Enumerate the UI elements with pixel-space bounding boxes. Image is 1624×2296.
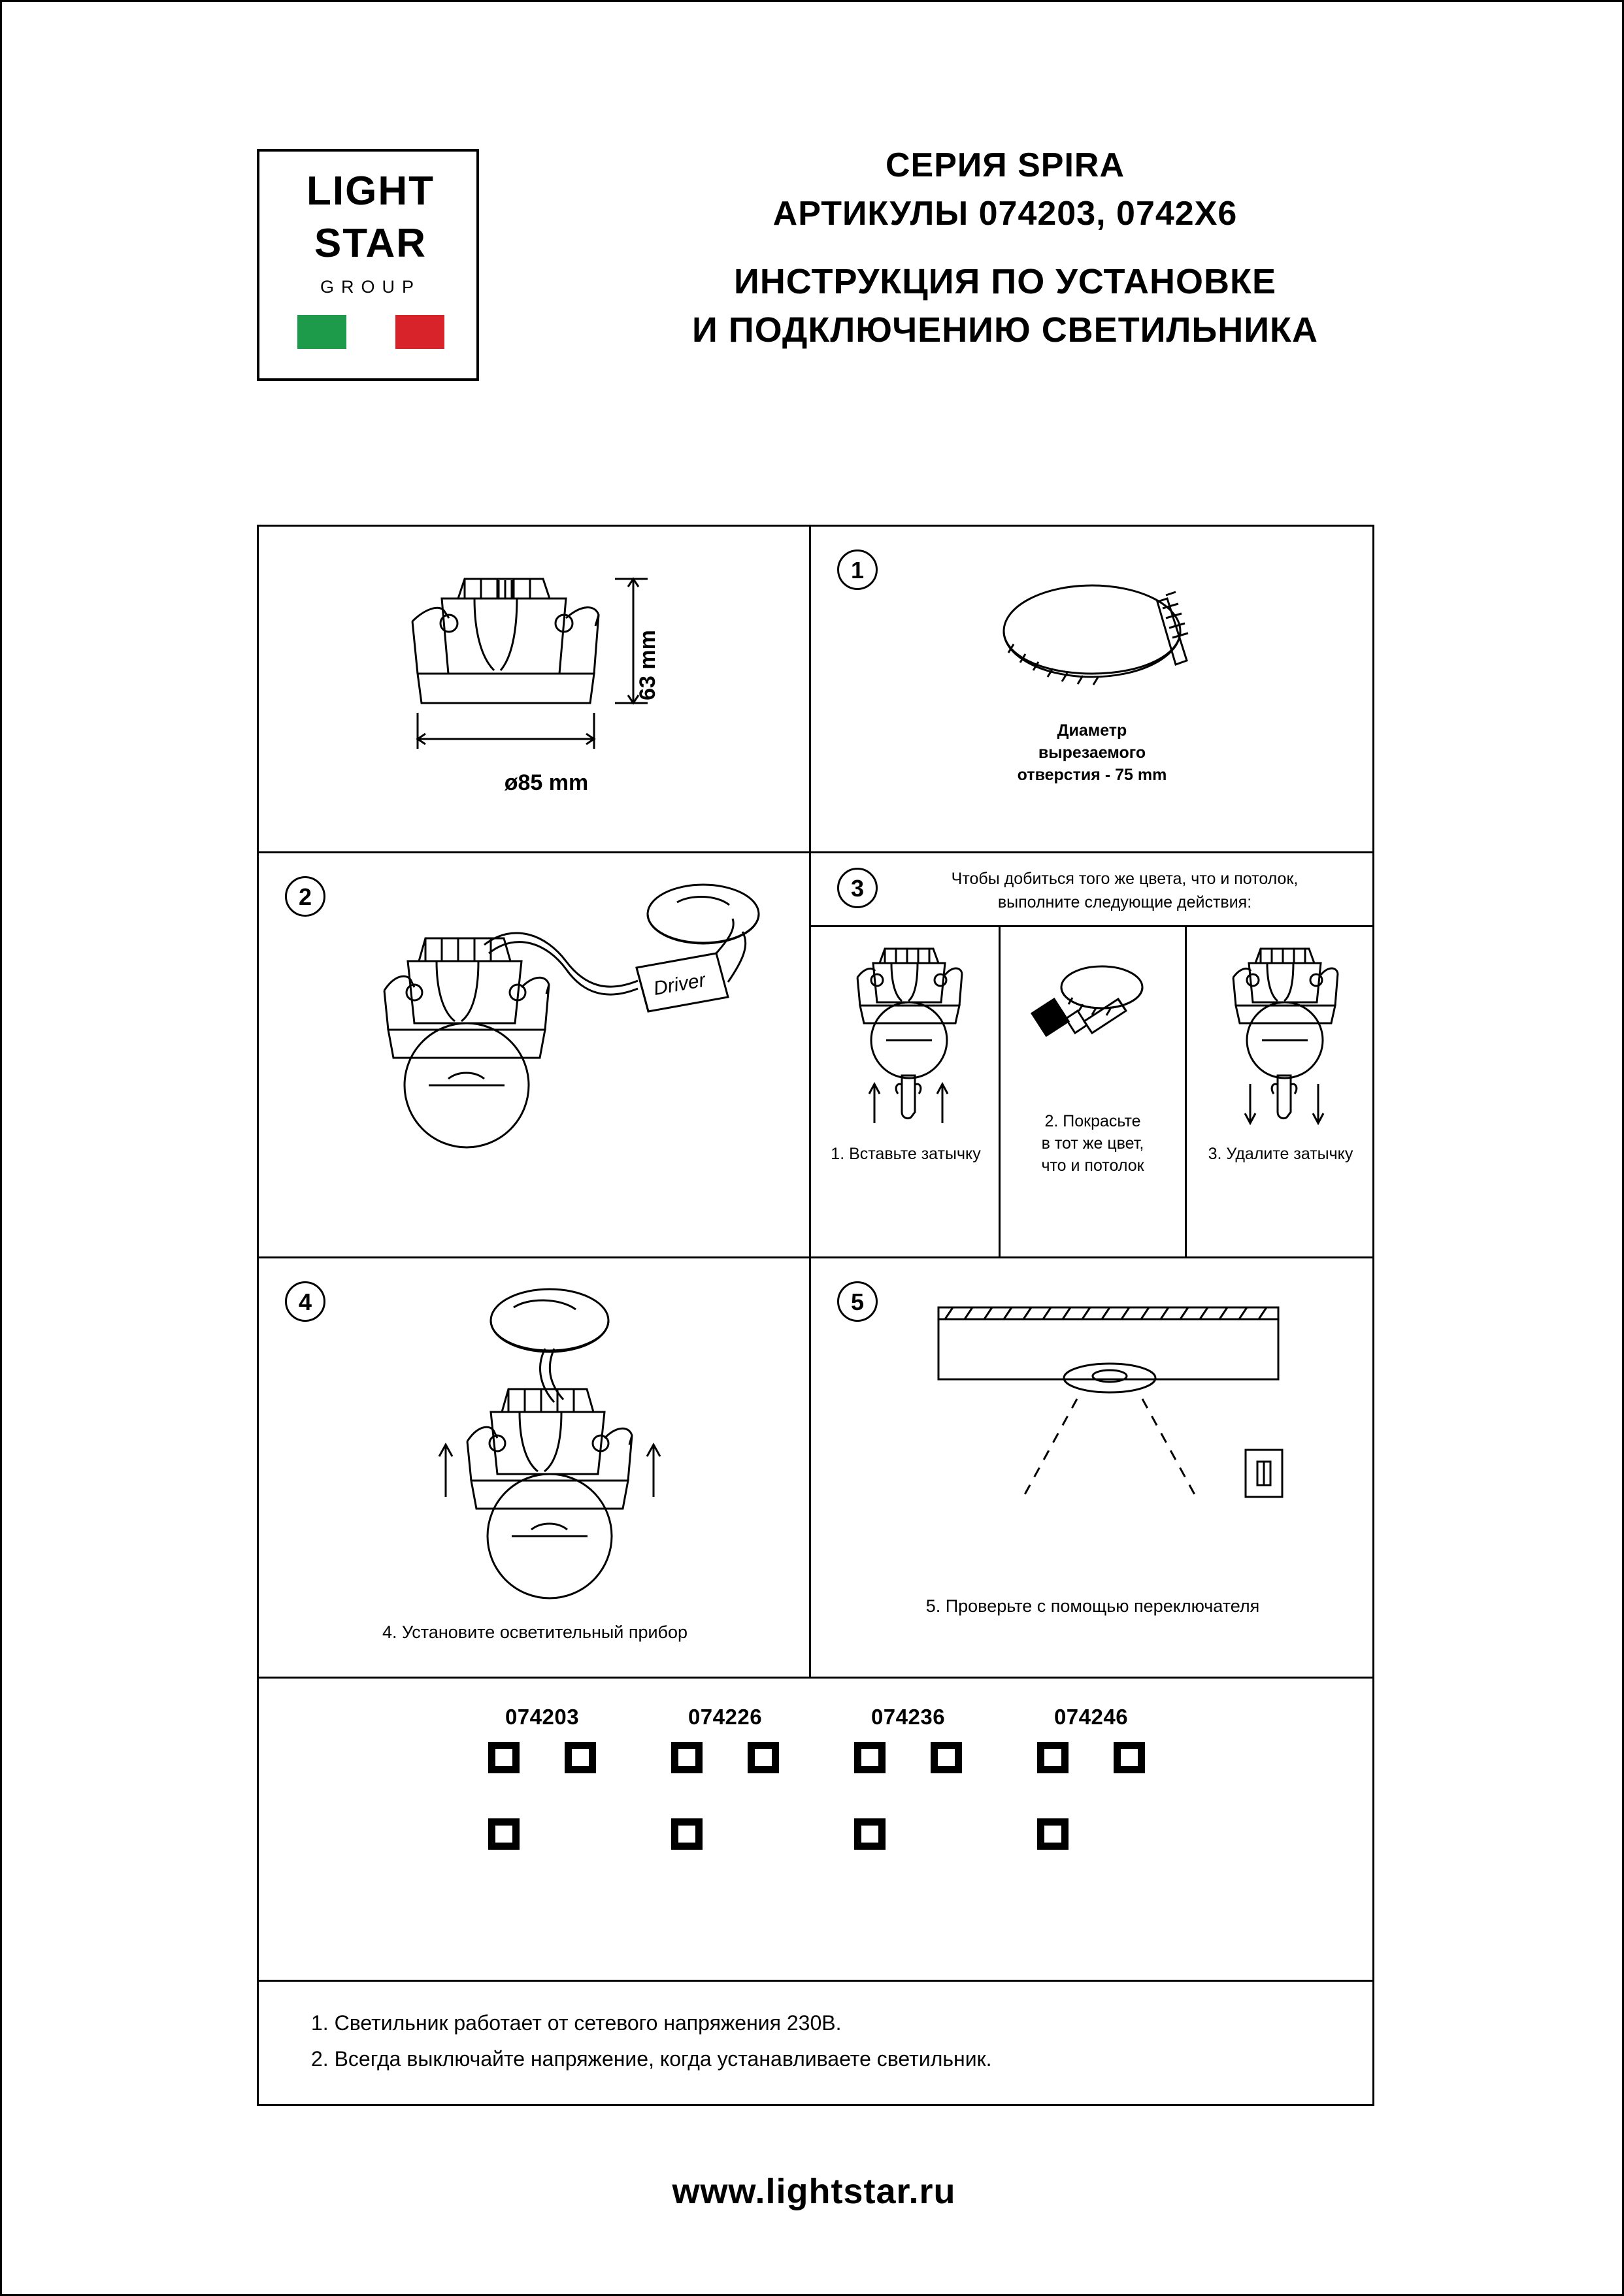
step-number-2: 2 [285,876,325,917]
qr-code-image[interactable] [851,1739,965,1853]
step4-caption: 4. Установите осветительный прибор [382,1622,688,1642]
substep1-caption: 1. Вставьте затычку [831,1145,981,1163]
qr-item[interactable] [474,1705,611,1853]
hole-caption-line2: вырезаемого [1038,744,1146,762]
logo-line-2: STAR [314,221,427,266]
qr-item[interactable] [840,1705,977,1853]
qr-item[interactable] [657,1705,794,1853]
note-2: 2. Всегда выключайте напряжение, когда устанавливаете светильник. [311,2047,992,2071]
insert-plug-drawing [834,937,978,1133]
italian-flag-icon [297,315,444,349]
substep-paint [1001,927,1187,1258]
substep-insert-plug [811,927,1001,1258]
substep-remove-plug [1187,927,1374,1258]
instruction-title-line2: И ПОДКЛЮЧЕНИЮ СВЕТИЛЬНИКА [692,310,1318,350]
step-number-5: 5 [837,1281,878,1322]
qr-code-image[interactable] [1034,1739,1148,1853]
document-header [257,142,1374,417]
substep2-caption-line1: 2. Покрасьте [1044,1112,1141,1130]
cell-step-3 [811,853,1374,1258]
driver-label: Driver [652,969,708,1000]
substep2-caption-line2: в тот же цвет, [1041,1134,1144,1153]
brand-logo [257,149,479,381]
cell-step-5 [811,1258,1374,1677]
qr-code-image[interactable] [485,1739,599,1853]
cell-dimensions [259,527,811,853]
step3-substeps [811,925,1374,1256]
cell-qr-codes [259,1677,1374,1982]
hole-caption-line3: отверстия - 75 mm [1017,766,1167,784]
qr-item[interactable] [1023,1705,1160,1853]
qr-code-row [259,1705,1374,1853]
logo-group-text: GROUP [320,277,421,297]
title-block [636,142,1374,354]
qr-code-label: 074246 [1053,1705,1129,1729]
qr-code-label: 074236 [870,1705,946,1729]
height-dimension-label: 63 mm [635,630,660,700]
series-title: СЕРИЯ SPIRA [885,146,1125,184]
notes-block [257,1982,1374,2106]
footer-website[interactable]: www.lightstar.ru [672,2172,956,2211]
articles-title: АРТИКУЛЫ 074203, 0742X6 [772,195,1238,233]
step3-title-line1: Чтобы добиться того же цвета, что и потолок, [951,870,1299,888]
switch-test-drawing [925,1301,1331,1575]
qr-code-label: 074226 [688,1705,763,1729]
install-fixture-drawing [383,1271,723,1618]
paint-brush-drawing [1027,953,1164,1084]
hole-caption-line1: Диаметр [1057,721,1127,740]
step5-caption: 5. Проверьте с помощью переключателя [925,1596,1260,1616]
steps-grid [257,525,1374,1982]
cell-step-4 [259,1258,811,1677]
diameter-dimension-label: ø85 mm [504,770,589,795]
step-number-1: 1 [837,549,878,590]
qr-code-image[interactable] [668,1739,782,1853]
step3-title-line2: выполните следующие действия: [997,893,1252,911]
instruction-title-line1: ИНСТРУКЦИЯ ПО УСТАНОВКЕ [734,262,1276,301]
step-number-3: 3 [837,868,878,908]
substep3-caption: 3. Удалите затычку [1208,1145,1353,1163]
driver-connection-drawing [350,883,782,1216]
step-number-4: 4 [285,1281,325,1322]
note-1: 1. Светильник работает от сетевого напряжения 230В. [311,2011,842,2035]
ceiling-hole-drawing [968,563,1229,719]
logo-line-1: LIGHT [307,169,435,214]
substep2-caption-line3: что и потолок [1041,1156,1144,1175]
cell-step-1 [811,527,1374,853]
cell-step-2 [259,853,811,1258]
qr-code-label: 074203 [505,1705,580,1729]
remove-plug-drawing [1210,937,1353,1133]
